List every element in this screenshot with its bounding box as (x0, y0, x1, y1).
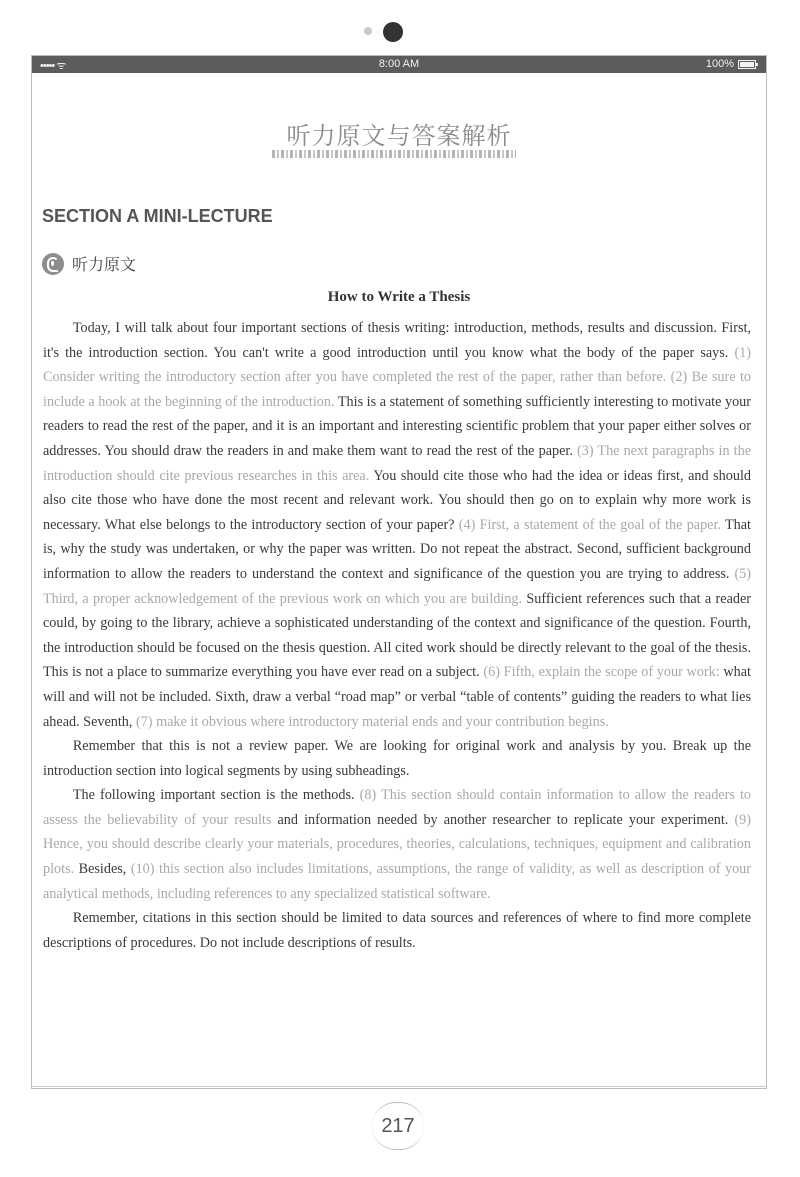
text-segment: Sufficient references such that a reader could, by going to the library, achieve a sophisticated understanding of the context and significance of the question. Fourth, the introduction should be focused on the thesis question. All cited work should be directly relevant to the goal of the thesis. This is not a place to summarize everything you have ever read on a subject. (43, 590, 751, 681)
paragraph (43, 783, 751, 906)
page-title: 听力原文与答案解析 (286, 122, 512, 150)
title-decoration (272, 150, 516, 158)
camera-icon (383, 22, 403, 42)
text-segment: Today, I will talk about four important sections of thesis writing: introduction, methods, results and discussion. First, it's the introduction section. You can't write a good introduction until you know what the body of the paper says. (43, 320, 751, 361)
answer-highlight: (10) this section also includes limitations, assumptions, the range of validity, as well as description of your analytical methods, including references to any specialized statistical software. (43, 861, 752, 902)
answer-highlight: (7) make it obvious where introductory material ends and your contribution begins. (135, 713, 609, 730)
text-segment: Remember that this is not a review paper. We are looking for original work and analysis by you. Break up the introduction section into logical segments by using subheadings. (43, 738, 751, 779)
transcript-heading (42, 252, 136, 275)
answer-highlight: (4) First, a statement of the goal of the paper. (458, 516, 721, 533)
answer-highlight: (3) The next paragraphs in the introduction should cite previous researches in this area. (43, 442, 751, 484)
battery-icon (738, 60, 756, 69)
text-segment: what will and will not be included. Sixth, draw a verbal “road map” or verbal “table of contents” guiding the readers to what lies ahead. Seventh, (43, 664, 751, 730)
article-title: How to Write a Thesis (327, 289, 471, 305)
paragraph (43, 906, 751, 955)
device-screen (31, 55, 767, 1089)
device-camera-area (0, 20, 800, 44)
status-bar (32, 56, 766, 73)
listening-icon (42, 253, 64, 275)
footer-divider (31, 1086, 767, 1087)
signal-wifi-icon: ••••• ᯤ (40, 60, 66, 72)
transcript-body (43, 316, 751, 955)
answer-highlight: (9) Hence, you should describe clearly your materials, procedures, theories, calculations, techniques, equipment and calibration plots. (43, 811, 751, 878)
answer-highlight: (1) Consider writing the introductory section after you have completed the rest of the paper, rather than before. (2) Be sure to include a hook at the beginning of the introduction. (43, 344, 751, 410)
answer-highlight: (5) Third, a proper acknowledgement of the previous work on which you are building. (43, 565, 751, 607)
section-heading: SECTION A MINI-LECTURE (42, 206, 273, 226)
text-segment: You should cite those who had the idea or ideas first, and should also cite those who have done the most recent and relevant work. You should then go on to explain why more work is necessary. What else belongs to the introductory section of your paper? (43, 467, 751, 533)
page-number: 217 (372, 1102, 424, 1150)
transcript-heading-label: 听力原文 (72, 255, 137, 274)
paragraph (43, 316, 751, 734)
text-segment: Besides, (74, 861, 131, 878)
text-segment: This is a statement of something sufficiently interesting to motivate your readers to read the rest of the paper, and it is an important and interesting scientific problem that your paper either solves or addresses. You should draw the readers in and make them want to read the rest of the paper. (43, 393, 751, 459)
battery-percent: 100% (705, 58, 734, 70)
paragraph (43, 734, 751, 783)
text-segment: That is, why the study was undertaken, or why the paper was written. Do not repeat the abstract. Second, sufficient background information to allow the readers to understand the context and significance of the question you are trying to address. (43, 516, 751, 582)
text-segment: Remember, citations in this section should be limited to data sources and references of where to find more complete descriptions of procedures. Do not include descriptions of results. (43, 910, 751, 951)
sensor-icon (364, 27, 372, 35)
status-time: 8:00 AM (378, 58, 420, 70)
text-segment: and information needed by another researcher to replicate your experiment. (271, 811, 735, 828)
battery-status (706, 58, 756, 70)
answer-highlight: (6) Fifth, explain the scope of your work: (483, 664, 720, 681)
answer-highlight: (8) This section should contain information to allow the readers to assess the believability of your results (43, 787, 752, 828)
text-segment: The following important section is the methods. (72, 787, 360, 804)
